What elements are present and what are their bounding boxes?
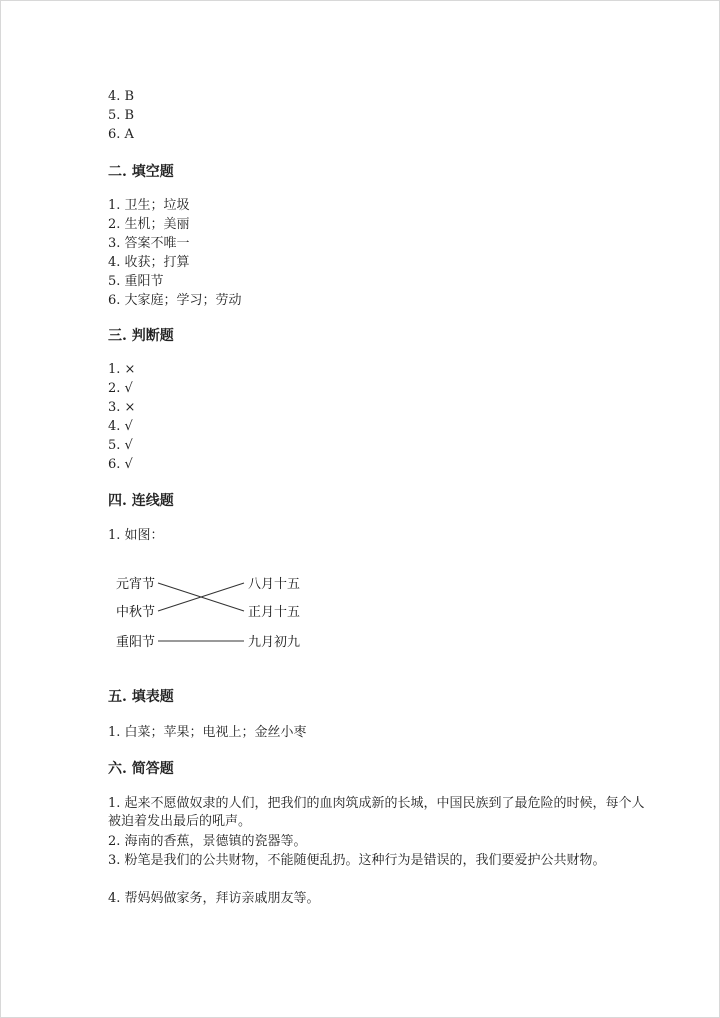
- answer-item: 1. 起来不愿做奴隶的人们，把我们的血肉筑成新的长城，中国民族到了最危险的时候，每个人被迫着发出最后的吼声。: [108, 796, 645, 829]
- section-heading-fill-blank: 二. 填空题: [108, 164, 174, 180]
- matching-right-label: 八月十五: [248, 577, 301, 592]
- section-heading-table: 五. 填表题: [108, 689, 174, 705]
- answer-item: 1. 卫生；垃圾: [108, 198, 190, 213]
- answer-item: 4. 帮妈妈做家务，拜访亲戚朋友等。: [108, 891, 320, 906]
- answer-item: 2. √: [108, 381, 133, 396]
- matching-left-label: 重阳节: [116, 635, 156, 650]
- matching-intro: 1. 如图：: [108, 528, 164, 543]
- answer-item: 3. 答案不唯一: [108, 236, 190, 251]
- matching-left-label: 中秋节: [116, 605, 156, 620]
- answer-item: 6. 大家庭；学习；劳动: [108, 293, 242, 308]
- answer-item: 4. 收获；打算: [108, 255, 190, 270]
- matching-diagram: [108, 570, 328, 650]
- section-heading-matching: 四. 连线题: [108, 493, 174, 509]
- answer-item: 1. ×: [108, 362, 136, 377]
- matching-right-label: 正月十五: [248, 605, 301, 620]
- answer-item: 6. A: [108, 127, 134, 142]
- answer-item: 3. 粉笔是我们的公共财物，不能随便乱扔。这种行为是错误的，我们要爱护公共财物。: [108, 853, 606, 868]
- answer-item: 4. √: [108, 419, 133, 434]
- answer-item: 3. ×: [108, 400, 136, 415]
- answer-item: 6. √: [108, 457, 133, 472]
- answer-item: 4. B: [108, 89, 135, 104]
- answer-item: 5. √: [108, 438, 133, 453]
- section-heading-true-false: 三. 判断题: [108, 328, 174, 344]
- answer-item: 2. 海南的香蕉，景德镇的瓷器等。: [108, 834, 307, 849]
- matching-lines: [158, 583, 244, 641]
- matching-right-label: 九月初九: [248, 635, 301, 650]
- section-heading-short-answer: 六. 简答题: [108, 761, 174, 777]
- answer-item: 2. 生机；美丽: [108, 217, 190, 232]
- answer-item: 5. 重阳节: [108, 274, 164, 289]
- answer-item: 1. 白菜；苹果；电视上；金丝小枣: [108, 725, 307, 740]
- matching-left-label: 元宵节: [116, 577, 156, 592]
- answer-item: 5. B: [108, 108, 135, 123]
